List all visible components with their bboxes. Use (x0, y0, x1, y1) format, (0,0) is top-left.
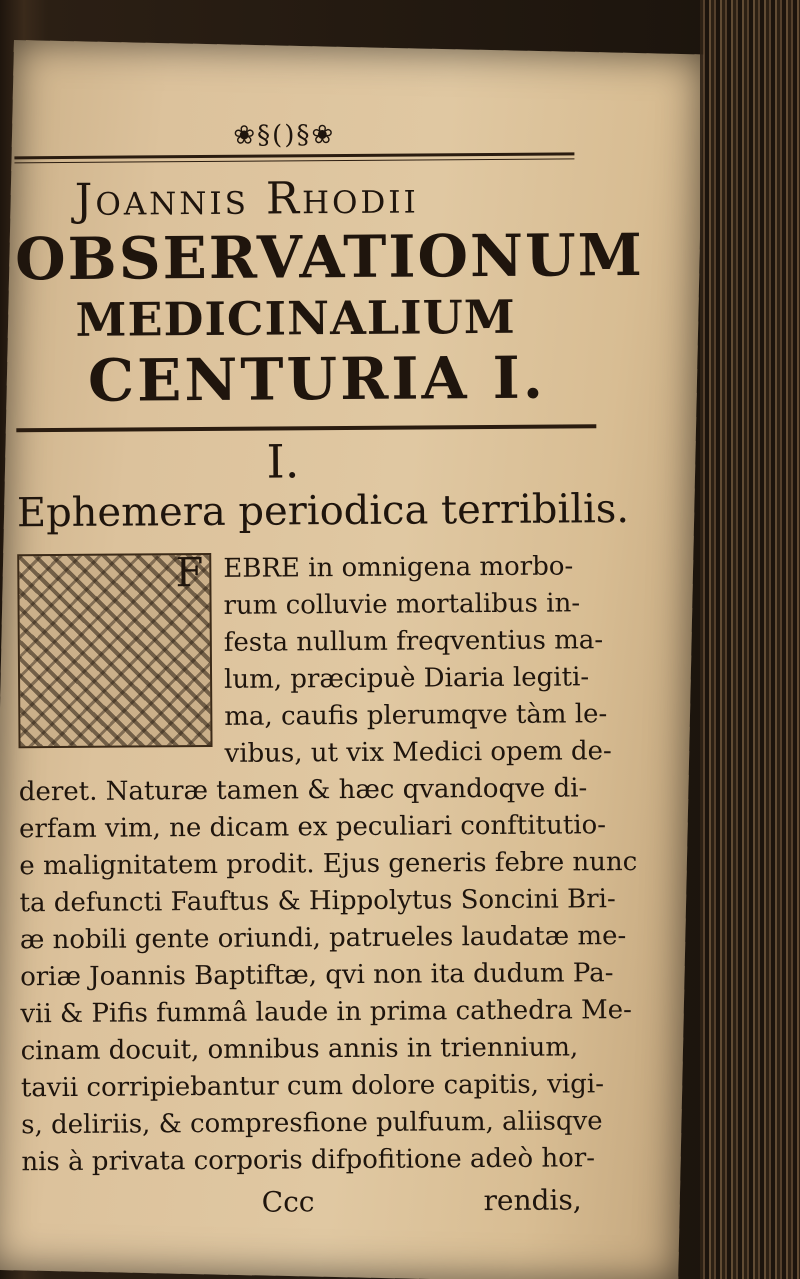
title-line-3: CENTURIA I. (87, 343, 547, 415)
observation-title: Ephemera periodica terribilis. (16, 486, 630, 537)
body-line: ta defuncti Fauftus & Hippolytus Soncini Bri- (19, 884, 616, 919)
decorated-initial-icon (17, 550, 212, 748)
body-line: s, deliriis, & compresfione pulfuum, aliisqve (21, 1106, 603, 1141)
title-line-2: MEDICINALIUM (75, 289, 516, 347)
page-edges (700, 0, 800, 1279)
header-ornament: ❀§()§❀ (233, 120, 336, 151)
body-line: nis à privata corporis difpofitione adeò hor- (21, 1143, 596, 1178)
body-line: tavii corripiebantur cum dolore capitis, vigi- (20, 1069, 605, 1104)
body-line: EBRE in omnigena morbo- (223, 551, 574, 584)
initial-letter: F (175, 550, 204, 597)
page-text (14, 118, 682, 1221)
header-rule (14, 152, 574, 163)
title-line-1: OBSERVATIONUM (14, 220, 645, 294)
body-line: lum, præcipuè Diaria legiti- (223, 662, 590, 695)
page-footer (22, 1183, 582, 1220)
body-line: ma, caufis plerumqve tàm le- (224, 699, 608, 732)
title-rule (16, 424, 596, 432)
body-line: festa nullum freqventius ma- (223, 625, 604, 658)
body-line: rum colluvie mortalibus in- (223, 588, 581, 621)
body-line: e malignitatem prodit. Ejus generis febre nunc (19, 846, 638, 882)
body-line: cinam docuit, omnibus annis in triennium, (20, 1032, 579, 1067)
body-line: vibus, ut vix Medici opem de- (224, 736, 612, 769)
body-line: vii & Pifis fummâ laude in prima cathedra Me- (20, 995, 632, 1030)
body-line: erfam vim, ne dicam ex peculiari conftitutio- (19, 810, 607, 845)
body-line: deret. Naturæ tamen & hæc qvandoqve di- (18, 773, 588, 808)
body-line: æ nobili gente oriundi, patrueles laudatæ me- (19, 921, 627, 956)
catchword: rendis, (483, 1183, 582, 1218)
observation-number: I. (266, 434, 300, 489)
observation-body (17, 548, 681, 1182)
body-line: oriæ Joannis Baptiftæ, qvi non ita dudum Pa- (20, 958, 614, 993)
signature-mark: Ccc (261, 1185, 315, 1219)
author-name: Joannis Rhodii (74, 172, 419, 226)
